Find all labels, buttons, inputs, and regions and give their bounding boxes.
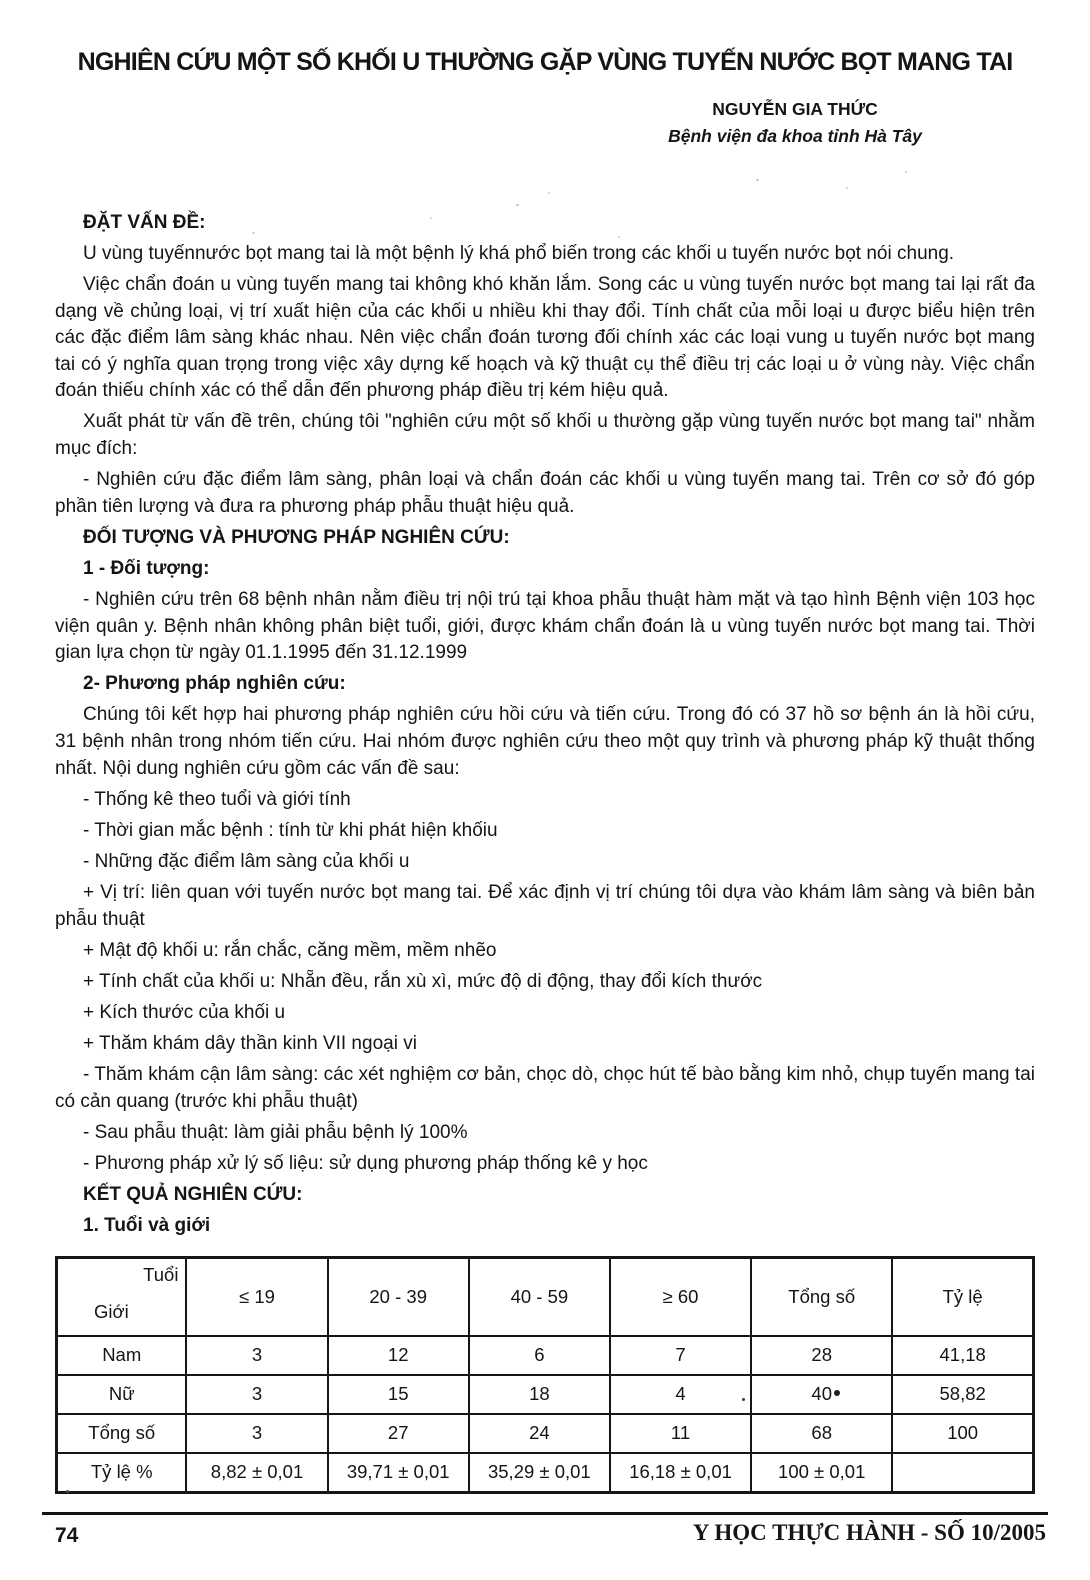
- table-cell: 35,29 ± 0,01: [469, 1453, 610, 1493]
- row-label: Tổng số: [57, 1414, 187, 1453]
- table-cell: 18: [469, 1375, 610, 1414]
- scan-noise: [252, 232, 255, 234]
- table-corner-cell: [57, 1257, 187, 1336]
- table-row: [57, 1414, 1034, 1453]
- column-header: ≥ 60: [610, 1257, 751, 1336]
- table-row: [57, 1336, 1034, 1375]
- paragraph: Xuất phát từ vấn đề trên, chúng tôi "nghiên cứu một số khối u thường gặp vùng tuyến nước bọt mang tai" nhằm mục đích:: [55, 411, 1035, 459]
- row-label: Nữ: [57, 1375, 187, 1414]
- scan-noise: [516, 204, 519, 206]
- corner-label-age: Tuổi: [143, 1263, 179, 1285]
- scan-speck: [834, 1390, 840, 1396]
- table-cell: 11: [610, 1414, 751, 1453]
- table-cell: 58,82: [892, 1375, 1033, 1414]
- table-cell: 68: [751, 1414, 892, 1453]
- list-item: + Thăm khám dây thần kinh VII ngoại vi: [83, 1032, 417, 1054]
- author-block: [615, 96, 975, 150]
- subsection-heading-doi-tuong: 1 - Đối tượng:: [83, 557, 210, 579]
- table-cell: [892, 1453, 1033, 1493]
- paragraph: Việc chẩn đoán u vùng tuyến mang tai không khó khăn lắm. Song các u vùng tuyến nước bọt mang tai lại rất đa dạng về chủng loại, vị trí xuất hiện của các khối u nhiều khi thay đổi. Tính chất của mỗi loại u được biểu hiện trên các đặc điểm lâm sàng khác nhau. Nên việc chẩn đoán tương đối chính xác các loại vung u tuyến nước bọt mang tai có ý nghĩa quan trọng trong việc xây dựng kế hoạch và kỹ thuật cụ thể điều trị các loại u ở vùng này. Việc chẩn đoán thiếu chính xác có thể dẫn đến phương pháp điều trị kém hiệu quả.: [55, 273, 1035, 402]
- scan-noise: [618, 236, 620, 238]
- author-name: NGUYỄN GIA THỨC: [712, 98, 878, 119]
- scan-noise: [548, 192, 550, 194]
- section-heading-doi-tuong-phuong-phap: ĐỐI TƯỢNG VÀ PHƯƠNG PHÁP NGHIÊN CỨU:: [83, 526, 510, 548]
- row-label: Tỷ lệ %: [57, 1453, 187, 1493]
- table-cell: 27: [328, 1414, 469, 1453]
- column-header: 20 - 39: [328, 1257, 469, 1336]
- table-cell: 41,18: [892, 1336, 1033, 1375]
- scan-noise: [756, 179, 759, 181]
- column-header: Tổng số: [751, 1257, 892, 1336]
- table-cell: 24: [469, 1414, 610, 1453]
- row-label: Nam: [57, 1336, 187, 1375]
- list-item: + Mật độ khối u: rắn chắc, căng mềm, mềm nhẽo: [83, 939, 497, 961]
- scan-speck: [742, 1398, 745, 1401]
- paper-title: NGHIÊN CỨU MỘT SỐ KHỐI U THƯỜNG GẶP VÙNG TUYẾN NƯỚC BỌT MANG TAI: [77, 48, 1013, 76]
- scan-noise: [430, 217, 432, 219]
- page-number: 74: [55, 1524, 79, 1547]
- table-cell: 3: [186, 1375, 327, 1414]
- list-item: - Sau phẫu thuật: làm giải phẫu bệnh lý 100%: [83, 1121, 468, 1143]
- table-cell: 7: [610, 1336, 751, 1375]
- paragraph: - Nghiên cứu trên 68 bệnh nhân nằm điều trị nội trú tại khoa phẫu thuật hàm mặt và tạo hình Bệnh viện 103 học viện quân y. Bệnh nhân không phân biệt tuổi, giới, được khám chẩn đoán là u vùng tuyến nước bọt mang tai. Thời gian lựa chọn từ ngày 01.1.1995 đến 31.12.1999: [55, 588, 1035, 664]
- table-cell: 39,71 ± 0,01: [328, 1453, 469, 1493]
- list-item: - Phương pháp xử lý số liệu: sử dụng phương pháp thống kê y học: [83, 1152, 648, 1174]
- scan-noise: [905, 171, 907, 173]
- subsection-heading-tuoi-gioi: 1. Tuổi và giới: [83, 1214, 211, 1236]
- list-item: - Thời gian mắc bệnh : tính từ khi phát hiện khốiu: [83, 819, 498, 841]
- table-row: [57, 1453, 1034, 1493]
- column-header: 40 - 59: [469, 1257, 610, 1336]
- table-cell: 8,82 ± 0,01: [186, 1453, 327, 1493]
- scan-noise: [846, 187, 848, 189]
- column-header: Tỷ lệ: [892, 1257, 1033, 1336]
- author-affiliation: Bệnh viện đa khoa tỉnh Hà Tây: [668, 125, 922, 146]
- table-row: [57, 1375, 1034, 1414]
- table-cell: 16,18 ± 0,01: [610, 1453, 751, 1493]
- table-cell: 100 ± 0,01: [751, 1453, 892, 1493]
- table-cell: 3: [186, 1414, 327, 1453]
- paper-body: [55, 210, 1035, 1240]
- age-gender-table: [55, 1256, 1035, 1494]
- corner-label-gender: Giới: [94, 1300, 129, 1322]
- table-cell: 15: [328, 1375, 469, 1414]
- list-item: - Thăm khám cận lâm sàng: các xét nghiệm cơ bản, chọc dò, chọc hút tế bào bằng kim nhỏ, chụp tuyến mang tai có cản quang (trước khi phẫu thuật): [55, 1063, 1035, 1112]
- paragraph: U vùng tuyếnnước bọt mang tai là một bệnh lý khá phổ biến trong các khối u tuyến nước bọt nói chung.: [83, 242, 955, 264]
- paragraph: - Nghiên cứu đặc điểm lâm sàng, phân loại và chẩn đoán các khối u vùng tuyến mang tai. Trên cơ sở đó góp phần tiên lượng và đưa ra phương pháp phẫu thuật hiệu quả.: [55, 469, 1035, 517]
- list-item: + Tính chất của khối u: Nhẵn đều, rắn xù xì, mức độ di động, thay đổi kích thước: [83, 970, 763, 992]
- table-cell: 3: [186, 1336, 327, 1375]
- list-item: + Vị trí: liên quan với tuyến nước bọt mang tai. Để xác định vị trí chúng tôi dựa vào khám lâm sàng và biên bản phẫu thuật: [55, 881, 1035, 930]
- scan-speck: [66, 1490, 69, 1493]
- column-header: ≤ 19: [186, 1257, 327, 1336]
- footer-rule: [42, 1512, 1048, 1515]
- paragraph: Chúng tôi kết hợp hai phương pháp nghiên cứu hồi cứu và tiến cứu. Trong đó có 37 hồ sơ bệnh án là hồi cứu, 31 bệnh nhân trong nhóm tiến cứu. Hai nhóm được nghiên cứu theo một quy trình và phương pháp kỹ thuật thống nhất. Nội dung nghiên cứu gồm các vấn đề sau:: [55, 704, 1035, 779]
- table-cell: 4: [610, 1375, 751, 1414]
- subsection-heading-phuong-phap: 2- Phương pháp nghiên cứu:: [83, 673, 346, 695]
- table-cell: 100: [892, 1414, 1033, 1453]
- section-heading-dat-van-de: ĐẶT VẤN ĐỀ:: [83, 211, 206, 233]
- table-cell: 6: [469, 1336, 610, 1375]
- scanned-paper-page: [0, 46, 1090, 1580]
- table-cell: 40: [751, 1375, 892, 1414]
- table-cell: 28: [751, 1336, 892, 1375]
- table-cell: 12: [328, 1336, 469, 1375]
- list-item: - Những đặc điểm lâm sàng của khối u: [83, 850, 410, 872]
- section-heading-ket-qua: KẾT QUẢ NGHIÊN CỨU:: [83, 1183, 303, 1205]
- journal-name: Y HỌC THỰC HÀNH - SỐ 10/2005: [692, 1520, 1046, 1545]
- list-item: + Kích thước của khối u: [83, 1001, 286, 1023]
- list-item: - Thống kê theo tuổi và giới tính: [83, 788, 351, 810]
